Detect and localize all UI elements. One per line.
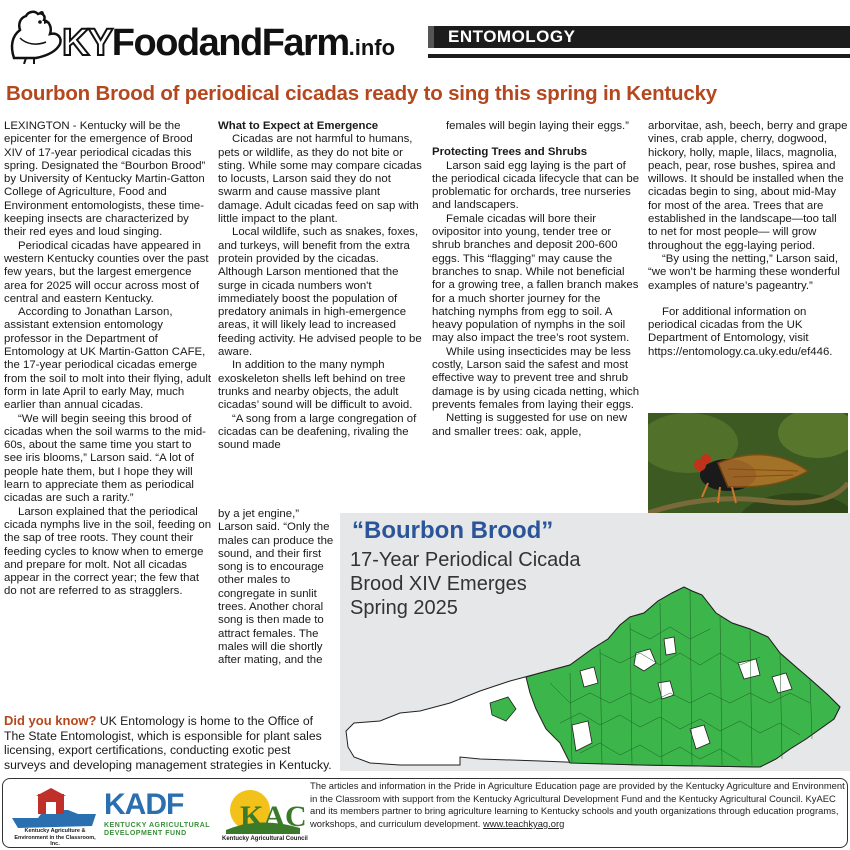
logo-tld: .info <box>348 35 396 60</box>
article-column-2-continued: by a jet engine,” Larson said. “Only the males can produce the sound, and their first song is to encourage other males to congregate in sunlit trees. Another choral song is then made to attract females. The males will die shortly after mating, and the <box>218 508 334 667</box>
paragraph: In addition to the many nymph exoskeleton shells left behind on tree trunks and nearby objects, the adult cicadas’ sound will be difficult to avoid. <box>218 359 413 412</box>
paragraph: While using insecticides may be less costly, Larson said the safest and most effective way to prevent tree and shrub damage is by using cicada netting, which prevents females from laying their eggs. <box>432 345 640 411</box>
did-you-know-text: UK Entomology is home to the Office of The State Entomologist, which is esponsible for plant sales licensing, export certifications, conducting exotic pest surveys and developing management strategies in Kentucky. <box>4 714 332 772</box>
kadf-logo: KADF <box>104 788 184 821</box>
map-subtitle-2: Brood XIV Emerges <box>350 573 527 595</box>
section-bar <box>428 26 850 48</box>
section-label: ENTOMOLOGY <box>448 27 576 46</box>
footer-body: The articles and information in the Pride in Agriculture Education page are provided by the Kentucky Agriculture and Environment in the Classroom with support from the Kentucky Agricultural Development Fund and the Kentucky Agricultural Council. KyAEC and its members partner to bring agriculture learning to Kentucky schools and youth organizations through education programs, workshops, and curriculum development. <box>310 780 845 829</box>
unaffected-county <box>664 637 676 655</box>
footer-link[interactable]: www.teachkyag.org <box>483 817 565 829</box>
paragraph: For additional information on periodical cicadas from the UK Department of Entomology, visit https://entomology.ca.uky.edu/ef446. <box>648 305 833 358</box>
paragraph: Female cicadas will bore their ovipositor into young, tender tree or shrub branches and deposit 200-600 eggs. This “flagging” may cause the branches to snap. While not beneficial for a growing tree, a fallen branch makes for a much shorter journey for the hatching nymphs from egg to soil. A heavy population of nymphs in the soil may also impact the tree’s root system. <box>432 212 639 345</box>
paragraph: Larson explained that the periodical cicada nymphs live in the soil, feeding on the sap of tree roots. They count their feeding cycles to know when to emerge and prepare for molt. Not all cicadas appear in the correct year; the few that do not are referred to as stragglers. <box>4 505 212 598</box>
paragraph: Periodical cicadas have appeared in western Kentucky counties over the past few years, but the largest emergence area for 2025 will occur across most of central and eastern Kentucky. <box>4 239 209 305</box>
brood-map-panel <box>340 513 850 771</box>
subheading: What to Expect at Emergence <box>218 120 379 132</box>
masthead <box>0 0 850 76</box>
paragraph: “By using the netting,” Larson said, “we won’t be harming these wonderful examples of nature’s pageantry.” <box>648 252 840 292</box>
paragraph: arborvitae, ash, beech, berry and grape vines, crab apple, cherry, dogwood, hickory, holly, maple, lilacs, magnolia, peach, pear, rose bushes, spirea and willows. It should be installed when the cicadas begin to sing, about mid-May for most of the area. Trees that are established in the landscape—too tall to net for most people— will grow throughout the egg-laying period. <box>648 120 848 252</box>
kentucky-map <box>340 553 850 771</box>
headline: Bourbon Brood of periodical cicadas ready to sing this spring in Kentucky <box>6 82 717 105</box>
subheading: Protecting Trees and Shrubs <box>432 146 588 159</box>
did-you-know-label: Did you know? <box>4 713 97 728</box>
paragraph: Cicadas are not harmful to humans, pets or wildlife, as they do not bite or sting. While some may compare cicadas to locusts, Larson said they do not swarm and cause massive plant damage. Adult cicadas feed on sap with little impact to the plant. <box>218 133 422 226</box>
kac-logo: KAC <box>240 800 307 833</box>
section-rule <box>428 54 850 58</box>
article-column-2 <box>218 120 422 452</box>
logo-ky: KY <box>62 22 112 64</box>
paragraph: “We will begin seeing this brood of cicadas when the soil warms to the mid-60s, about the same time you start to see iris blooms,” Larson said. “A lot of people hate them, but I hope they will learn to appreciate them as periodical cicadas are such a rarity.” <box>4 412 206 505</box>
paragraph: According to Jonathan Larson, assistant extension entomology professor in the Department of Entomology at UK Martin-Gatton CAFE, the 17-year periodical cicadas emerge from the soil to molt into their flying, adult form in late April to early May, much earlier than annual cicadas. <box>4 306 212 412</box>
kadf-logo-subtitle: KENTUCKY AGRICULTURAL DEVELOPMENT FUND <box>104 822 210 837</box>
paragraph: LEXINGTON - Kentucky will be the epicenter for the emergence of Brood XIV of 17-year periodical cicadas this spring. Designated the “Bourbon Brood” by University of Kentucky Martin-Gatton College of Agriculture, Food and Environment entomologists, these time-keeping insects are characterized by their red eyes and loud singing. <box>4 120 206 239</box>
article-column-4 <box>648 120 848 359</box>
paragraph: “A song from a large congregation of cicadas can be deafening, rivaling the sound made <box>218 412 417 452</box>
map-subtitle-3: Spring 2025 <box>350 597 458 619</box>
logo-main: FoodandFarm <box>111 22 349 64</box>
map-title: “Bourbon Brood” <box>352 517 554 544</box>
paragraph: Netting is suggested for use on new and smaller trees: oak, apple, <box>432 412 628 438</box>
article-column-3 <box>432 120 640 439</box>
footer-text <box>310 780 846 830</box>
map-subtitle-1: 17-Year Periodical Cicada <box>350 549 581 571</box>
paragraph: females will begin laying their eggs.” <box>446 120 629 132</box>
kac-logo-subtitle: Kentucky Agricultural Council <box>222 836 308 842</box>
paragraph: Local wildlife, such as snakes, foxes, and turkeys, will benefit from the extra protein provided by the cicadas. Although Larson mentioned that the surge in cicada numbers won't immediately boost the population of predatory animals in high-emergence areas, it will likely lead to increased feeding activity. He advised people to be aware. <box>218 226 422 359</box>
kyaec-logo-text: Kentucky Agriculture & Environment in the Classroom, Inc. <box>14 828 96 847</box>
article-column-1 <box>4 120 212 599</box>
affected-region <box>526 587 840 767</box>
site-logo <box>62 24 395 62</box>
rooster-logo-icon <box>6 8 66 64</box>
did-you-know <box>4 714 334 772</box>
paragraph: Larson said egg laying is the part of the periodical cicada lifecycle that can be problematic for orchards, tree nurseries and landscapers. <box>432 159 640 212</box>
